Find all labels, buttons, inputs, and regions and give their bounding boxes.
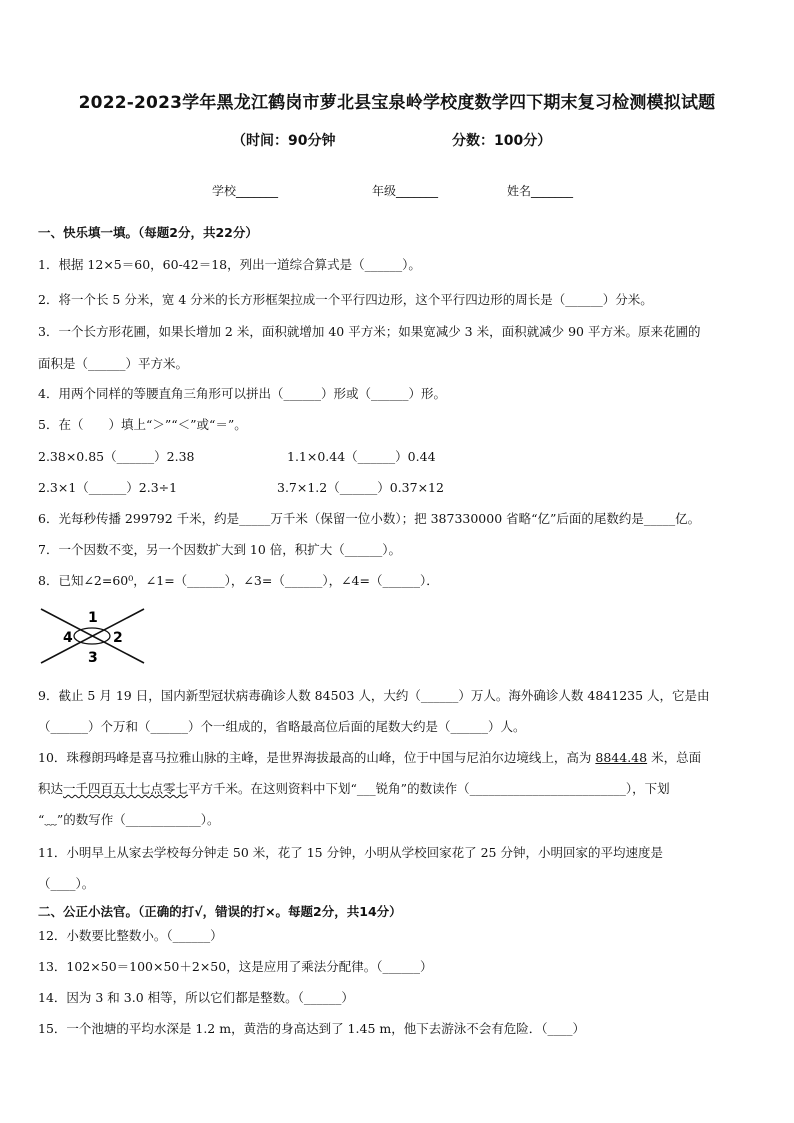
exam-time: （时间：90分钟 [232, 133, 336, 149]
question-6: 6．光每秒传播 299792 千米，约是_____万千米（保留一位小数）；把 387330000 省略“亿”后面的尾数约是_____亿。 [38, 511, 701, 526]
question-15: 15．一个池塘的平均水深是 1.2 m，黄浩的身高达到了 1.45 m，他下去游泳不会有危险．（____） [38, 1021, 585, 1036]
question-12: 12．小数要比整数小。（______） [38, 928, 223, 943]
question-5-item-1: 2.38×0.85（______）2.38 [38, 449, 195, 464]
question-10-text-d: 平方千米。在这则资料中下划“___锐角”的数读作（_________________________），下划 [188, 781, 670, 796]
wavy-underlined-area: 一千四百五十七点零七 [63, 781, 189, 796]
question-3-line-2: 面积是（______）平方米。 [38, 356, 189, 371]
angle-label-1: 1 [88, 610, 98, 626]
angle-label-2: 2 [113, 630, 123, 646]
question-10-line-1 [38, 748, 701, 766]
school-field: 学校_______ [212, 184, 279, 198]
question-4: 4．用两个同样的等腰直角三角形可以拼出（______）形或（______）形。 [38, 386, 446, 401]
question-7: 7．一个因数不变，另一个因数扩大到 10 倍，积扩大（______）。 [38, 542, 402, 557]
question-5: 5．在（ ）填上“＞”“＜”或“＝”。 [38, 417, 247, 432]
underlined-height: 8844.48 [595, 750, 648, 765]
page-title: 2022-2023学年黑龙江鹤岗市萝北县宝泉岭学校度数学四下期末复习检测模拟试题 [78, 93, 716, 113]
question-10-line-3: “﹏”的数写作（____________）。 [38, 812, 220, 827]
angle-label-4: 4 [63, 630, 73, 646]
section-heading-1: 一、快乐填一填。（每题2分，共22分） [38, 225, 258, 240]
question-9-line-2: （______）个万和（______）个一组成的，省略最高位后面的尾数大约是（______）人。 [38, 719, 526, 734]
question-14: 14．因为 3 和 3.0 相等，所以它们都是整数。（______） [38, 990, 354, 1005]
name-field: 姓名_______ [507, 184, 574, 198]
exam-score: 分数：100分） [452, 133, 552, 149]
angle-label-3: 3 [88, 650, 98, 666]
question-8: 8．已知∠2=60⁰，∠1=（______），∠3=（______），∠4=（______）． [38, 573, 439, 588]
question-13: 13．102×50＝100×50＋2×50，这是应用了乘法分配律。（______） [38, 959, 433, 974]
section-heading-2: 二、公正小法官。（正确的打√，错误的打×。每题2分，共14分） [38, 904, 402, 919]
question-11-line-1: 11．小明早上从家去学校每分钟走 50 米，花了 15 分钟，小明从学校回家花了 25 分钟，小明回家的平均速度是 [38, 845, 663, 860]
grade-field: 年级_______ [372, 184, 439, 198]
question-10-line-2 [38, 779, 670, 797]
question-10-text-c: 积达 [38, 781, 64, 796]
question-9-line-1: 9．截止 5 月 19 日，国内新型冠状病毒确诊人数 84503 人，大约（______）万人。海外确诊人数 4841235 人，它是由 [38, 688, 710, 703]
question-10-text-a: 10．珠穆朗玛峰是喜马拉雅山脉的主峰，是世界海拔最高的山峰，位于中国与尼泊尔边境线上，高为 [38, 750, 596, 765]
question-2: 2．将一个长 5 分米，宽 4 分米的长方形框架拉成一个平行四边形，这个平行四边形的周长是（______）分米。 [38, 292, 653, 307]
question-1: 1．根据 12×5＝60，60-42＝18，列出一道综合算式是（______）。 [38, 257, 421, 272]
question-5-item-4: 3.7×1.2（______）0.37×12 [277, 480, 444, 495]
question-5-item-3: 2.3×1（______）2.3÷1 [38, 480, 178, 495]
question-3-line-1: 3．一个长方形花圃，如果长增加 2 米，面积就增加 40 平方米；如果宽减少 3 米，面积就减少 90 平方米。原来花圃的 [38, 324, 701, 339]
question-5-item-2: 1.1×0.44（______）0.44 [287, 449, 436, 464]
question-11-line-2: （____）。 [38, 876, 95, 891]
question-10-text-b: 米，总面 [647, 750, 702, 765]
angle-diagram [38, 603, 150, 667]
